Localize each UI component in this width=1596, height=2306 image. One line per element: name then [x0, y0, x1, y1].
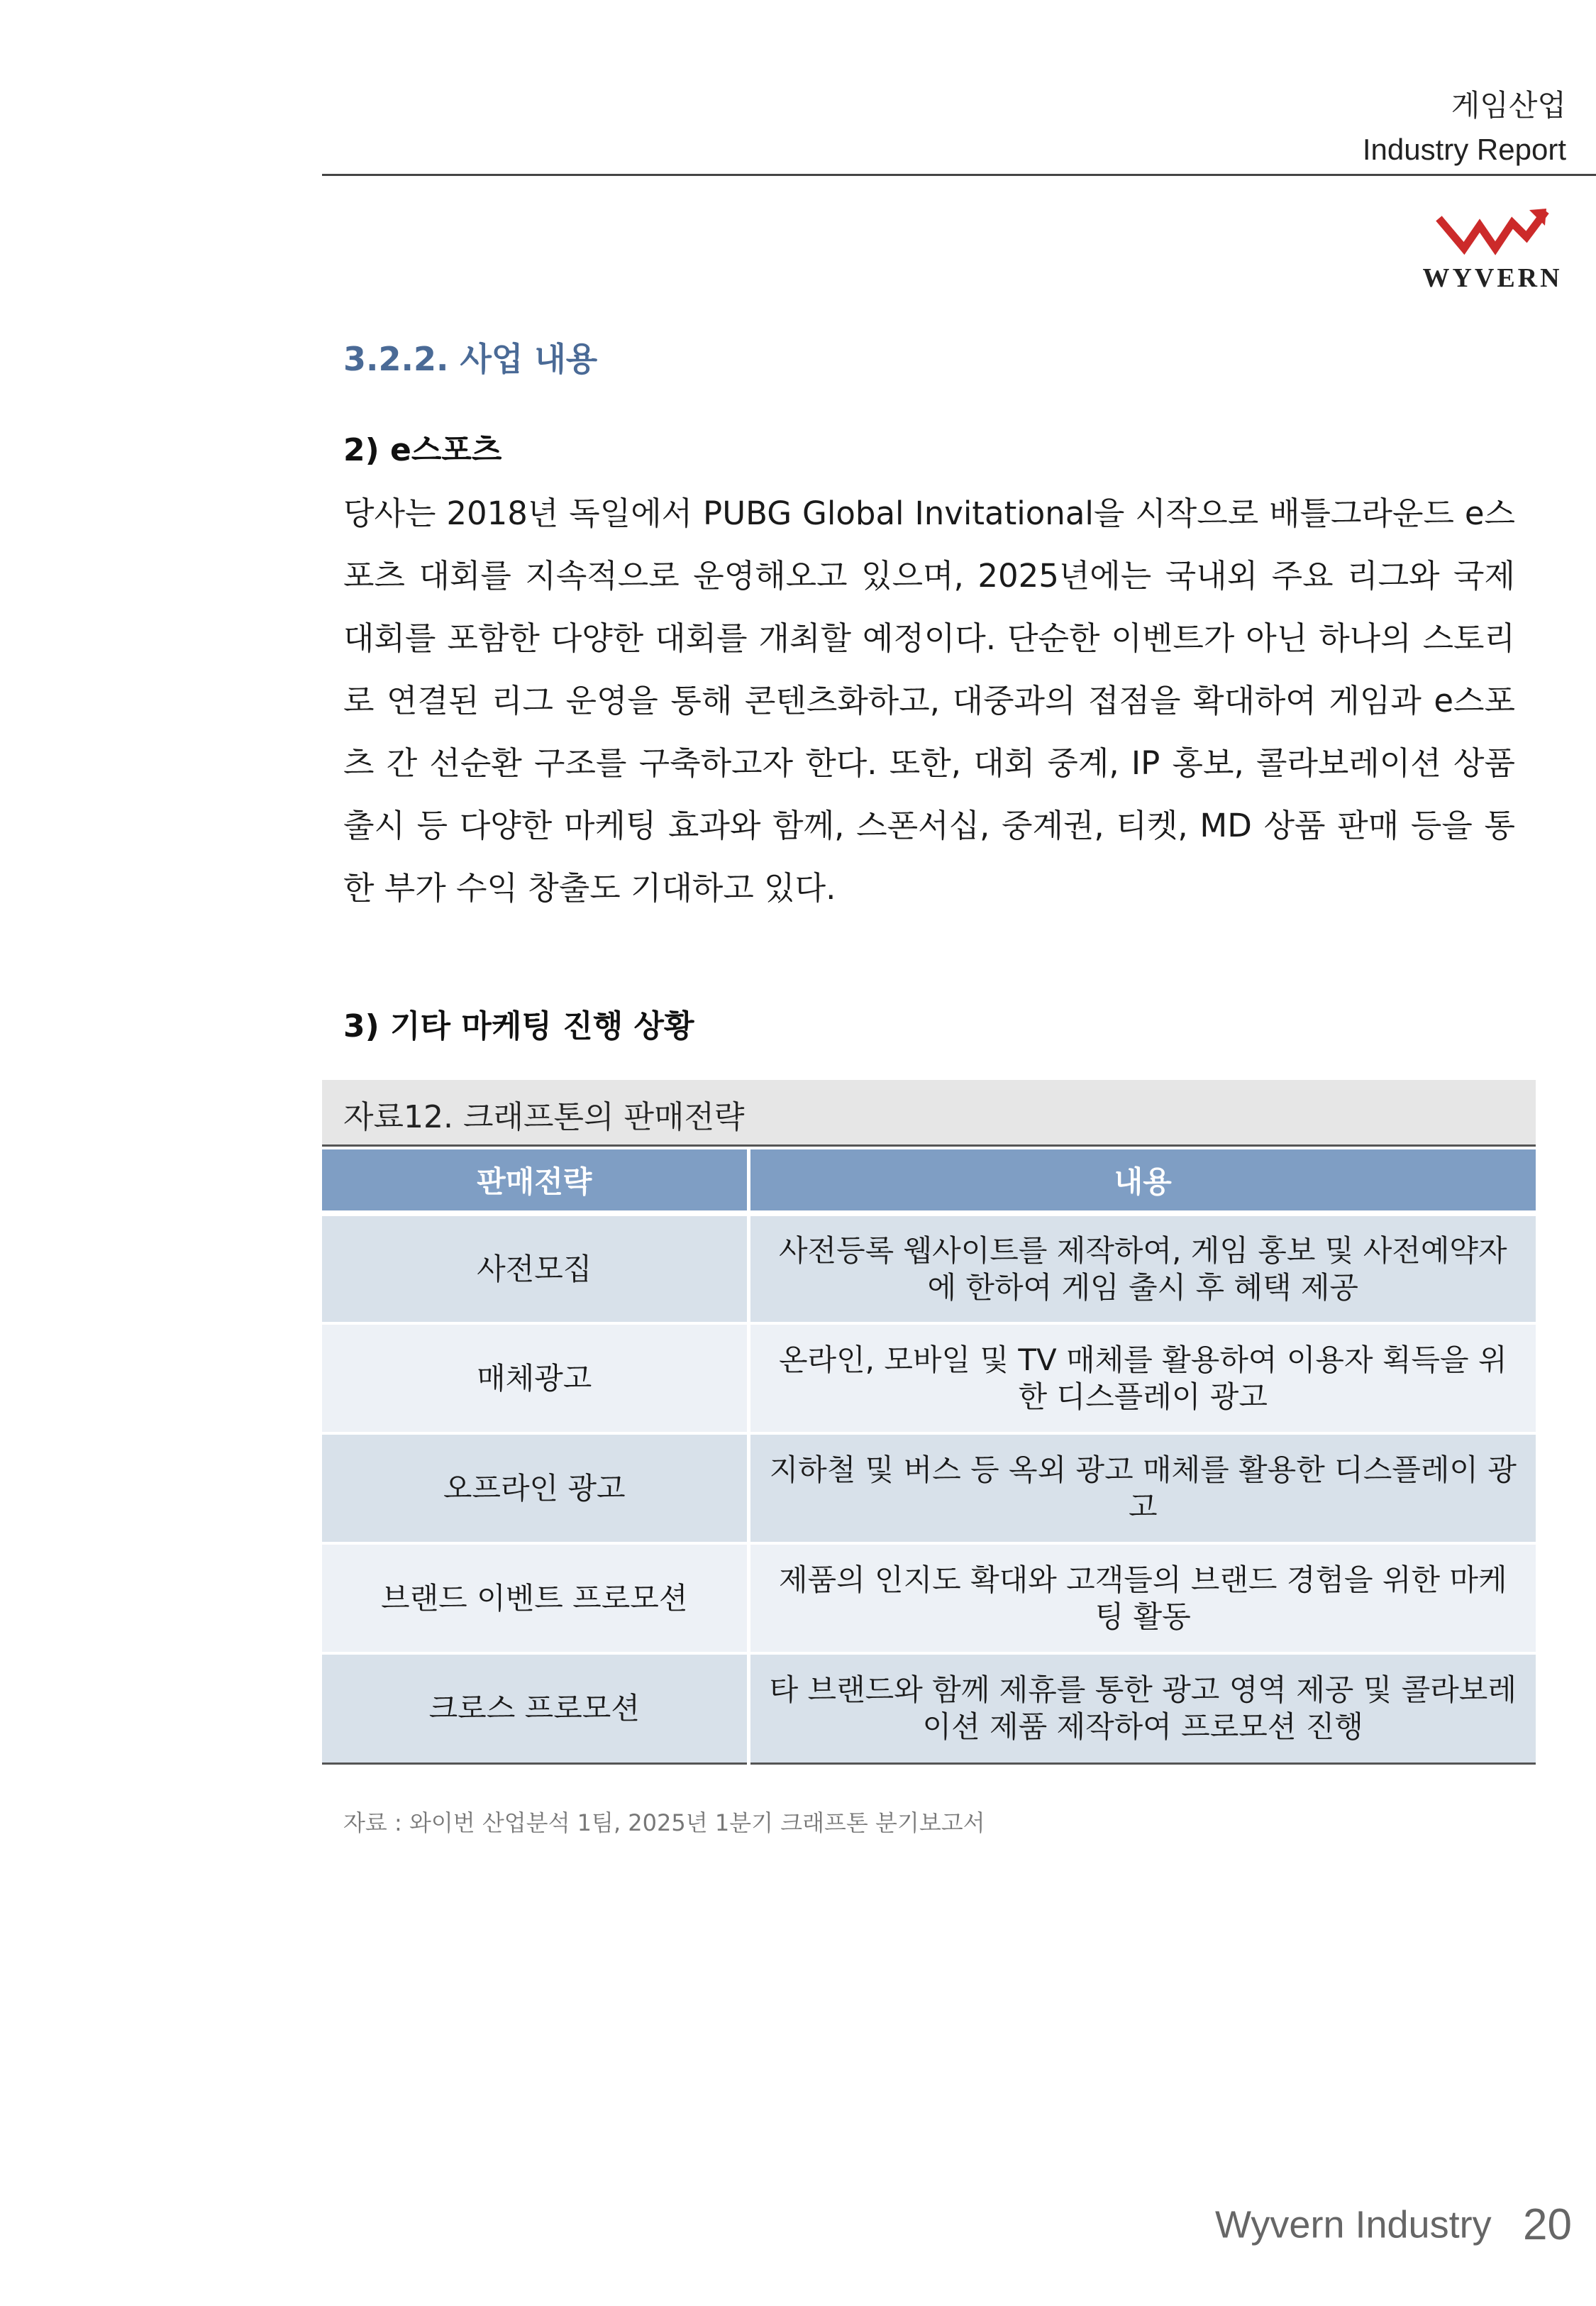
table-header-row: [322, 1149, 1536, 1213]
table-row: [322, 1543, 1536, 1653]
section-title: 3.2.2. 사업 내용: [343, 340, 598, 378]
strategy-cell: 매체광고: [322, 1323, 748, 1433]
table-row: [322, 1213, 1536, 1323]
wyvern-zigzag-arrow-icon: [1436, 206, 1549, 260]
page-header: [1363, 84, 1566, 172]
strategy-cell: 사전모집: [322, 1213, 748, 1323]
column-header-content: 내용: [748, 1149, 1536, 1213]
content-cell: 지하철 및 버스 등 옥외 광고 매체를 활용한 디스플레이 광고: [748, 1433, 1536, 1543]
table-row: [322, 1433, 1536, 1543]
content-cell: 타 브랜드와 함께 제휴를 통한 광고 영역 제공 및 콜라보레이션 제품 제작하여 프로모션 진행: [748, 1653, 1536, 1763]
page-footer: [1215, 2200, 1572, 2250]
esports-paragraph: 당사는 2018년 독일에서 PUBG Global Invitational을 시작으로 배틀그라운드 e스포츠 대회를 지속적으로 운영해오고 있으며, 2025년에는 국내외 주요 리그와 국제 대회를 포함한 다양한 대회를 개최할 예정이다. 단순한 이벤트가 아닌 하나의 스토리로 연결된 리그 운영을 통해 콘텐츠화하고, 대중과의 접점을 확대하여 게임과 e스포츠 간 선순환 구조를 구축하고자 한다. 또한, 대회 중계, IP 홍보, 콜라보레이션 상품 출시 등 다양한 마케팅 효과와 함께, 스폰서십, 중계권, 티켓, MD 상품 판매 등을 통한 부가 수익 창출도 기대하고 있다.: [343, 495, 1515, 907]
table-row: [322, 1653, 1536, 1763]
content-cell: 사전등록 웹사이트를 제작하여, 게임 홍보 및 사전예약자에 한하여 게임 출시 후 혜택 제공: [748, 1213, 1536, 1323]
table-row: [322, 1323, 1536, 1433]
page-number: 20: [1523, 2200, 1572, 2249]
strategy-cell: 브랜드 이벤트 프로모션: [322, 1543, 748, 1653]
header-category: 게임산업: [1451, 88, 1566, 123]
logo-wordmark: WYVERN: [1422, 263, 1563, 293]
header-report-type: Industry Report: [1362, 133, 1566, 166]
table-caption: 자료12. 크래프톤의 판매전략: [343, 1099, 745, 1135]
table-caption-bar: [322, 1080, 1536, 1147]
company-logo: [1422, 206, 1563, 302]
column-header-strategy: 판매전략: [322, 1149, 748, 1213]
strategy-cell: 오프라인 광고: [322, 1433, 748, 1543]
content-cell: 온라인, 모바일 및 TV 매체를 활용하여 이용자 획득을 위한 디스플레이 광고: [748, 1323, 1536, 1433]
footer-company-name: Wyvern Industry: [1214, 2203, 1492, 2246]
content-cell: 제품의 인지도 확대와 고객들의 브랜드 경험을 위한 마케팅 활동: [748, 1543, 1536, 1653]
header-divider: [322, 174, 1596, 176]
table-source-note: 자료 : 와이번 산업분석 1팀, 2025년 1분기 크래프톤 분기보고서: [343, 1809, 985, 1836]
sales-strategy-table: [322, 1149, 1536, 1765]
strategy-cell: 크로스 프로모션: [322, 1653, 748, 1763]
subsection-esports-title: 2) e스포츠: [343, 432, 502, 468]
subsection-marketing-title: 3) 기타 마케팅 진행 상황: [343, 1008, 694, 1044]
